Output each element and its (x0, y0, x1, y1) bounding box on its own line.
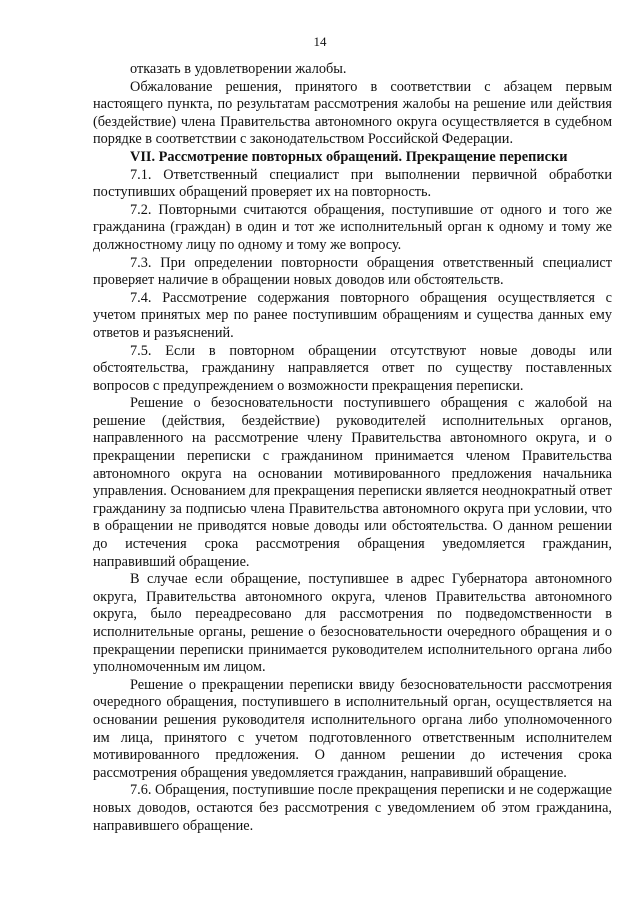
page-number: 14 (313, 34, 327, 49)
paragraph: 7.3. При определении повторности обращения ответственный специалист проверяет наличие в обращении новых доводов или обстоятельств. (93, 254, 612, 289)
paragraph: отказать в удовлетворении жалобы. (130, 61, 347, 77)
paragraph: 7.5. Если в повторном обращении отсутствуют новые доводы или обстоятельства, гражданину направляется ответ по существу поставленных вопросов с предупреждением о возможности прекращения переписки. (93, 342, 612, 394)
paragraph: Решение о прекращении переписки ввиду безосновательности рассмотрения очередного обращения, поступившего в исполнительный орган, осуществляется на основании решения руководителя исполнительного органа либо уполномоченного им лица, принятого с учетом подготовленного ответственным исполнителем мотивированного предложения. О данном решении до истечения срока рассмотрения обращения уведомляется гражданин, направивший обращение. (93, 676, 612, 781)
paragraph: 7.2. Повторными считаются обращения, поступившие от одного и того же гражданина (граждан) в один и тот же исполнительный орган к одному и тому же должностному лицу по одному и тому же вопросу. (93, 201, 612, 253)
paragraph: Обжалование решения, принятого в соответствии с абзацем первым настоящего пункта, по результатам рассмотрения жалобы на решение или действия (бездействие) члена Правительства автономного округа осуществляется в судебном порядке в соответствии с законодательством Российской Федерации. (93, 78, 612, 148)
paragraph: 7.1. Ответственный специалист при выполнении первичной обработки поступивших обращений проверяет их на повторность. (93, 166, 612, 201)
paragraph: В случае если обращение, поступившее в адрес Губернатора автономного округа, Правительства автономного округа, членов Правительства автономного округа, было переадресовано для рассмотрения по подведомственности в исполнительные органы, решение о безосновательности очередного обращения и о прекращении переписки принимается руководителем исполнительного органа либо уполномоченным им лицом. (93, 571, 612, 676)
paragraph: Решение о безосновательности поступившего обращения с жалобой на решение (действия, бездействие) руководителей исполнительных органов, направленного на рассмотрение члену Правительства автономного округа, и о прекращении переписки с гражданином принимается членом Правительства автономного округа на основании мотивированного предложения начальника управления. Основанием для прекращения переписки является неоднократный ответ гражданину за подписью члена Правительства автономного округа при условии, что в обращении не приводятся новые доводы или обстоятельства. О данном решении до истечения срока рассмотрения обращения уведомляется гражданин, направивший обращение. (93, 395, 612, 570)
section-heading: VII. Рассмотрение повторных обращений. Прекращение переписки (130, 148, 568, 165)
document-body (93, 61, 612, 835)
paragraph: 7.4. Рассмотрение содержания повторного обращения осуществляется с учетом принятых мер по ранее поступившим обращениям и существа данных ему ответов и разъяснений. (93, 289, 612, 341)
paragraph: 7.6. Обращения, поступившие после прекращения переписки и не содержащие новых доводов, остаются без рассмотрения с уведомлением об этом гражданина, направившего обращение. (93, 782, 612, 834)
